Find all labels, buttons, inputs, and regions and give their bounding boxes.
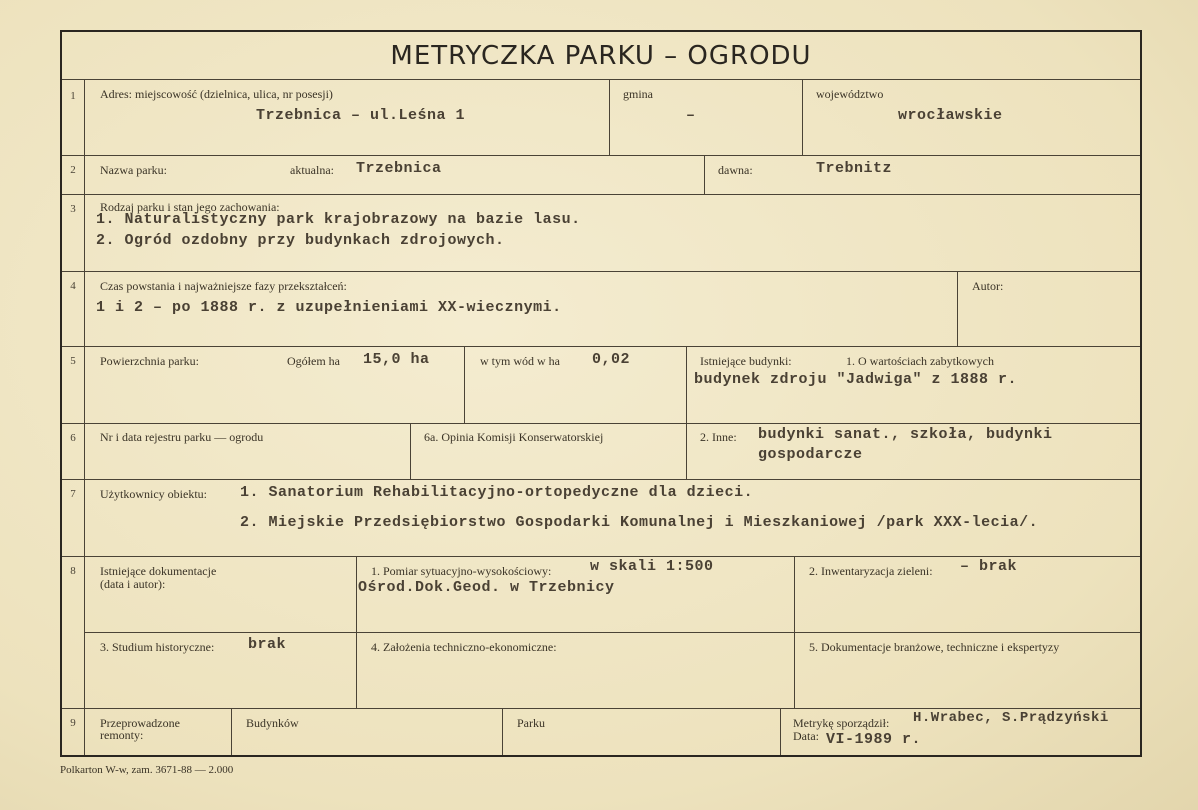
grid-line <box>62 556 1140 557</box>
grid-line <box>62 346 1140 347</box>
documentation-label-sub: (data i autor): <box>100 577 166 591</box>
former-name-label: dawna: <box>718 163 753 177</box>
other-buildings-line-2: gospodarcze <box>758 446 863 463</box>
row-number: 5 <box>70 355 76 367</box>
documentation-label: Istniejące dokumentacje <box>100 564 217 578</box>
grid-line <box>62 155 1140 156</box>
grid-line <box>410 423 411 479</box>
area-total-value: 15,0 ha <box>363 351 430 368</box>
row-number: 4 <box>70 280 76 292</box>
grid-line <box>464 346 465 423</box>
technical-assumptions-label: 4. Założenia techniczno-ekonomiczne: <box>371 640 557 654</box>
row-number: 8 <box>70 565 76 577</box>
park-type-line-1: 1. Naturalistyczny park krajobrazowy na bazie lasu. <box>96 211 581 228</box>
grid-line <box>686 346 687 479</box>
row-number: 1 <box>70 90 76 102</box>
grid-line <box>356 556 357 708</box>
grid-line <box>957 271 958 346</box>
author-label: Autor: <box>972 279 1004 293</box>
printer-footer: Polkarton W-w, zam. 3671-88 — 2.000 <box>60 764 234 776</box>
repairs-park-label: Parku <box>517 716 545 730</box>
address-label: Adres: miejscowość (dzielnica, ulica, nr posesji) <box>100 87 333 101</box>
survey-author-value: Ośrod.Dok.Geod. w Trzebnicy <box>358 579 615 596</box>
prepared-by-label: Metrykę sporządził: <box>793 716 890 730</box>
grid-line <box>62 271 1140 272</box>
grid-line <box>704 155 705 194</box>
history-phases-label: Czas powstania i najważniejsze fazy przekształceń: <box>100 279 347 293</box>
buildings-label: Istniejące budynki: <box>700 354 792 368</box>
historical-study-label: 3. Studium historyczne: <box>100 640 215 654</box>
park-type-line-2: 2. Ogród ozdobny przy budynkach zdrojowych. <box>96 232 505 249</box>
current-name-label: aktualna: <box>290 163 334 177</box>
grid-line <box>609 79 610 155</box>
survey-scale-value: w skali 1:500 <box>590 558 714 575</box>
prepared-by-value: H.Wrabec, S.Prądzyński <box>913 710 1109 726</box>
repairs-label-sub: remonty: <box>100 728 144 742</box>
repairs-buildings-label: Budynków <box>246 716 299 730</box>
grid-line <box>231 708 232 755</box>
repairs-label: Przeprowadzone <box>100 716 180 730</box>
date-label: Data: <box>793 729 819 743</box>
grid-line <box>780 708 781 755</box>
grid-line <box>62 708 1140 709</box>
users-label: Użytkownicy obiektu: <box>100 487 207 501</box>
voivodeship-value: wrocławskie <box>898 107 1003 124</box>
park-type-label: Rodzaj parku i stan jego zachowania: <box>100 200 280 214</box>
other-buildings-line-1: budynki sanat., szkoła, budynki <box>758 426 1053 443</box>
row-number: 2 <box>70 164 76 176</box>
water-area-label: w tym wód w ha <box>480 354 560 368</box>
register-label: Nr i data rejestru parku — ogrodu <box>100 430 264 444</box>
commission-opinion-label: 6a. Opinia Komisji Konserwatorskiej <box>424 430 604 444</box>
water-area-value: 0,02 <box>592 351 631 368</box>
former-name-value: Trebnitz <box>816 160 893 177</box>
address-value: Trzebnica – ul.Leśna 1 <box>256 107 466 124</box>
gmina-label: gmina <box>623 87 653 101</box>
gmina-value: – <box>686 107 696 124</box>
grid-line <box>502 708 503 755</box>
grid-line <box>84 79 85 755</box>
grid-line <box>794 556 795 708</box>
monument-buildings-label: 1. O wartościach zabytkowych <box>846 354 994 368</box>
greenery-inventory-label: 2. Inwentaryzacja zieleni: <box>809 564 933 578</box>
monument-buildings-value: budynek zdroju "Jadwiga" z 1888 r. <box>694 371 1018 388</box>
survey-label: 1. Pomiar sytuacyjno-wysokościowy: <box>371 564 552 578</box>
grid-line <box>84 632 1140 633</box>
other-buildings-label: 2. Inne: <box>700 430 737 444</box>
row-number: 7 <box>70 488 76 500</box>
row-number: 6 <box>70 432 76 444</box>
branch-documentation-label: 5. Dokumentacje branżowe, techniczne i ekspertyzy <box>809 640 1060 654</box>
area-label: Powierzchnia parku: <box>100 354 199 368</box>
area-total-label: Ogółem ha <box>287 354 340 368</box>
park-name-label: Nazwa parku: <box>100 163 167 177</box>
grid-line <box>62 479 1140 480</box>
grid-line <box>62 423 1140 424</box>
row-number: 9 <box>70 717 76 729</box>
grid-line <box>802 79 803 155</box>
greenery-inventory-value: – brak <box>960 558 1018 575</box>
historical-study-value: brak <box>248 636 287 653</box>
users-line-1: 1. Sanatorium Rehabilitacyjno-ortopedyczne dla dzieci. <box>240 484 754 501</box>
row-number: 3 <box>70 203 76 215</box>
history-phases-value: 1 i 2 – po 1888 r. z uzupełnieniami XX-wiecznymi. <box>96 299 562 316</box>
grid-line <box>62 79 1140 80</box>
grid-line <box>62 194 1140 195</box>
users-line-2: 2. Miejskie Przedsiębiorstwo Gospodarki Komunalnej i Mieszkaniowej /park XXX-lecia/. <box>240 514 1039 531</box>
date-value: VI-1989 r. <box>826 731 922 748</box>
voivodeship-label: województwo <box>816 87 884 101</box>
form-title: METRYCZKA PARKU – OGRODU <box>390 41 812 71</box>
current-name-value: Trzebnica <box>356 160 442 177</box>
